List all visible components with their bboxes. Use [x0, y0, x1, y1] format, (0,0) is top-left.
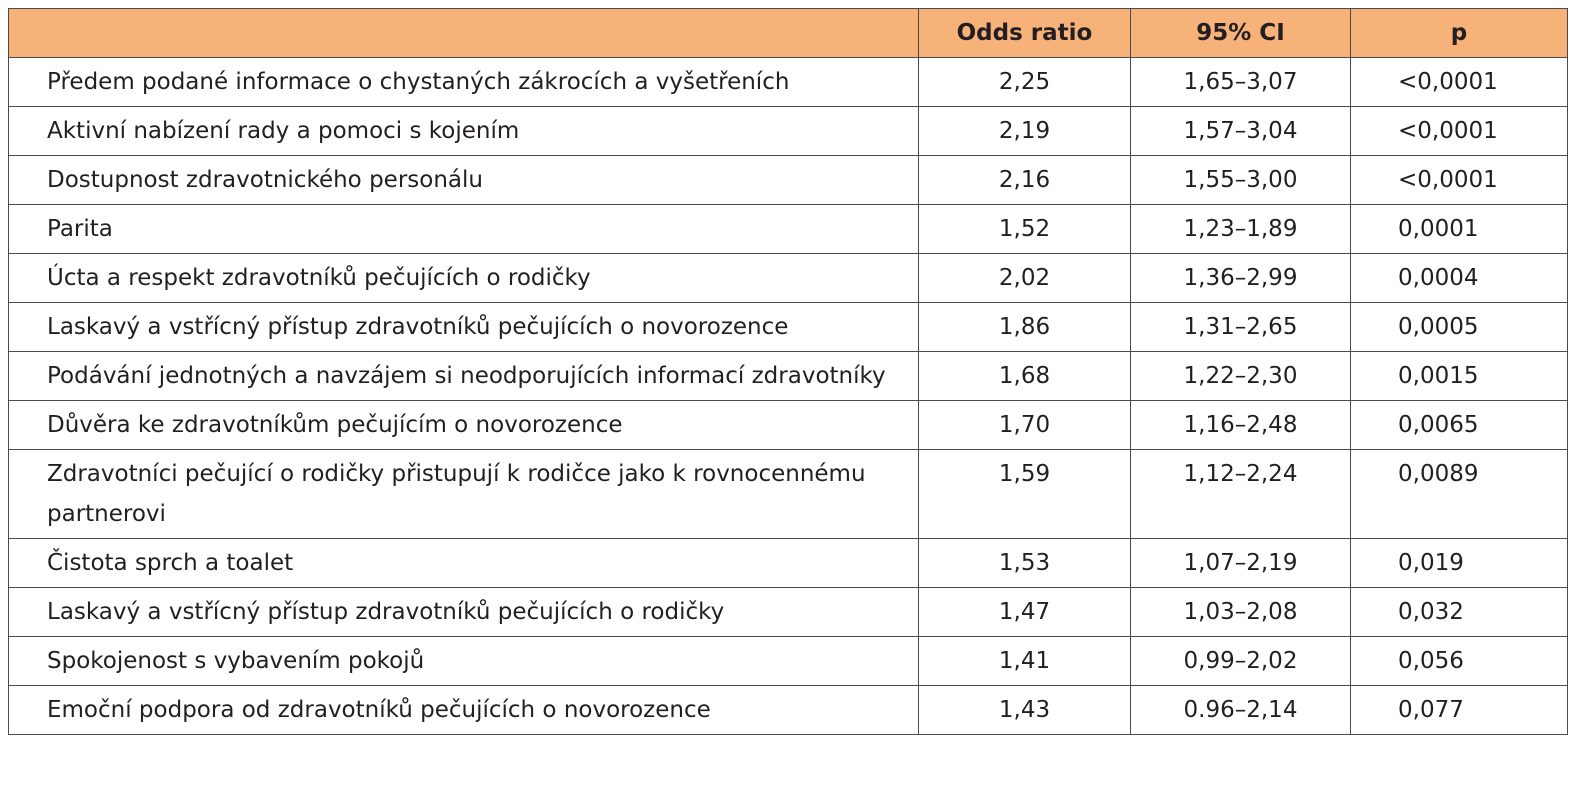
odds-ratio-cell: 1,86: [919, 303, 1131, 352]
table-row: [9, 303, 1568, 352]
factor-cell: Laskavý a vstřícný přístup zdravotníků pečujících o novorozence: [9, 303, 919, 352]
p-value-cell: 0,077: [1351, 686, 1568, 735]
factor-cell: Podávání jednotných a navzájem si neodporujících informací zdravotníky: [9, 352, 919, 401]
ci-cell: 0,99–2,02: [1131, 637, 1351, 686]
odds-ratio-table: [8, 8, 1568, 735]
table-row: [9, 401, 1568, 450]
factor-cell: Dostupnost zdravotnického personálu: [9, 156, 919, 205]
odds-ratio-cell: 2,25: [919, 58, 1131, 107]
odds-ratio-cell: 1,52: [919, 205, 1131, 254]
p-value-cell: <0,0001: [1351, 107, 1568, 156]
ci-cell: 1,12–2,24: [1131, 450, 1351, 539]
p-value-cell: <0,0001: [1351, 156, 1568, 205]
odds-ratio-cell: 1,43: [919, 686, 1131, 735]
ci-cell: 1,55–3,00: [1131, 156, 1351, 205]
factor-cell: Emoční podpora od zdravotníků pečujících o novorozence: [9, 686, 919, 735]
p-value-cell: 0,0001: [1351, 205, 1568, 254]
table-row: [9, 58, 1568, 107]
p-value-cell: 0,019: [1351, 539, 1568, 588]
ci-cell: 1,03–2,08: [1131, 588, 1351, 637]
table-row: [9, 352, 1568, 401]
table-row: [9, 539, 1568, 588]
factor-cell: Čistota sprch a toalet: [9, 539, 919, 588]
header-p-value: p: [1351, 9, 1568, 58]
p-value-cell: 0,032: [1351, 588, 1568, 637]
factor-cell: Aktivní nabízení rady a pomoci s kojením: [9, 107, 919, 156]
odds-ratio-cell: 2,19: [919, 107, 1131, 156]
header-odds-ratio: Odds ratio: [919, 9, 1131, 58]
ci-cell: 1,07–2,19: [1131, 539, 1351, 588]
ci-cell: 1,65–3,07: [1131, 58, 1351, 107]
table-row: [9, 450, 1568, 539]
odds-ratio-table-container: [8, 8, 1567, 735]
ci-cell: 1,23–1,89: [1131, 205, 1351, 254]
factor-cell: Parita: [9, 205, 919, 254]
table-header-row: [9, 9, 1568, 58]
odds-ratio-cell: 2,02: [919, 254, 1131, 303]
odds-ratio-cell: 1,47: [919, 588, 1131, 637]
table-body: [9, 58, 1568, 735]
p-value-cell: 0,0065: [1351, 401, 1568, 450]
odds-ratio-cell: 1,70: [919, 401, 1131, 450]
p-value-cell: <0,0001: [1351, 58, 1568, 107]
odds-ratio-cell: 1,41: [919, 637, 1131, 686]
ci-cell: 0.96–2,14: [1131, 686, 1351, 735]
p-value-cell: 0,0005: [1351, 303, 1568, 352]
ci-cell: 1,16–2,48: [1131, 401, 1351, 450]
odds-ratio-cell: 1,53: [919, 539, 1131, 588]
p-value-cell: 0,0089: [1351, 450, 1568, 539]
ci-cell: 1,31–2,65: [1131, 303, 1351, 352]
factor-cell: Úcta a respekt zdravotníků pečujících o rodičky: [9, 254, 919, 303]
factor-cell: Laskavý a vstřícný přístup zdravotníků pečujících o rodičky: [9, 588, 919, 637]
odds-ratio-cell: 1,59: [919, 450, 1131, 539]
header-ci: 95% CI: [1131, 9, 1351, 58]
table-row: [9, 205, 1568, 254]
table-row: [9, 156, 1568, 205]
factor-cell: Spokojenost s vybavením pokojů: [9, 637, 919, 686]
factor-cell: Důvěra ke zdravotníkům pečujícím o novorozence: [9, 401, 919, 450]
table-row: [9, 254, 1568, 303]
ci-cell: 1,36–2,99: [1131, 254, 1351, 303]
factor-cell: Zdravotníci pečující o rodičky přistupují k rodičce jako k rovnocennému partnerovi: [9, 450, 919, 539]
ci-cell: 1,57–3,04: [1131, 107, 1351, 156]
ci-cell: 1,22–2,30: [1131, 352, 1351, 401]
odds-ratio-cell: 1,68: [919, 352, 1131, 401]
header-factor: [9, 9, 919, 58]
p-value-cell: 0,0004: [1351, 254, 1568, 303]
odds-ratio-cell: 2,16: [919, 156, 1131, 205]
table-row: [9, 588, 1568, 637]
table-row: [9, 686, 1568, 735]
factor-cell: Předem podané informace o chystaných zákrocích a vyšetřeních: [9, 58, 919, 107]
table-row: [9, 637, 1568, 686]
p-value-cell: 0,056: [1351, 637, 1568, 686]
table-row: [9, 107, 1568, 156]
p-value-cell: 0,0015: [1351, 352, 1568, 401]
